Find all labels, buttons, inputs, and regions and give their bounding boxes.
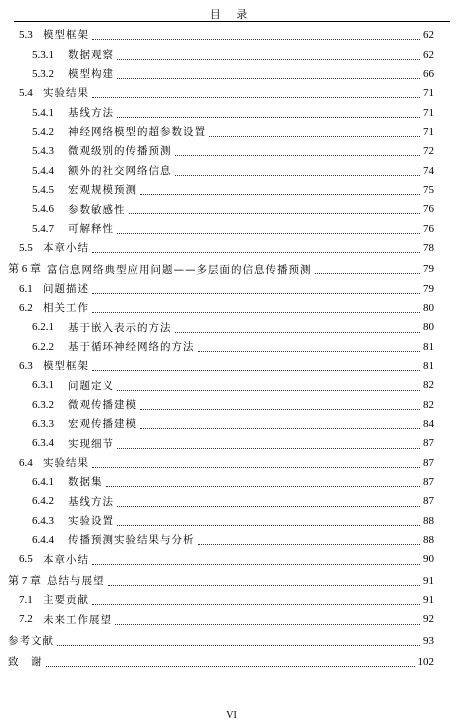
toc-section-entry[interactable] xyxy=(0,279,463,298)
toc-entry-number: 5.3 xyxy=(19,29,33,42)
toc-entry-title: 实现细节 xyxy=(68,437,114,450)
toc-subsection-entry[interactable] xyxy=(0,318,463,337)
toc-dot-leader xyxy=(140,408,420,410)
toc-entry-page-number: 87 xyxy=(423,476,434,489)
toc-entry-number: 6.3.2 xyxy=(32,398,54,411)
toc-dot-leader xyxy=(108,584,421,586)
toc-section-entry[interactable] xyxy=(0,591,463,610)
toc-entry-title: 实验设置 xyxy=(68,515,114,528)
toc-dot-leader xyxy=(92,563,420,565)
toc-dot-leader xyxy=(92,466,420,468)
toc-entry-title: 主要贡献 xyxy=(43,594,89,607)
toc-entry-number: 6.1 xyxy=(19,282,33,295)
toc-entry-number: 5.4.1 xyxy=(32,106,54,119)
toc-entry-page-number: 62 xyxy=(423,29,434,42)
toc-entry-number: 5.4.7 xyxy=(32,222,54,235)
toc-entry-number: 6.4.4 xyxy=(32,534,54,547)
toc-subsection-entry[interactable] xyxy=(0,181,463,200)
toc-dot-leader xyxy=(117,447,420,449)
toc-dot-leader xyxy=(92,311,420,313)
toc-dot-leader xyxy=(175,154,421,156)
toc-entry-title: 传播预测实验结果与分析 xyxy=(68,534,195,547)
toc-entry-page-number: 80 xyxy=(423,321,434,334)
toc-section-entry[interactable] xyxy=(0,299,463,318)
toc-entry-page-number: 76 xyxy=(423,222,434,235)
toc-subsection-entry[interactable] xyxy=(0,103,463,122)
toc-dot-leader xyxy=(117,116,420,118)
toc-entry-number: 6.3.4 xyxy=(32,437,54,450)
toc-subsection-entry[interactable] xyxy=(0,434,463,453)
toc-entry-page-number: 71 xyxy=(423,87,434,100)
toc-dot-leader xyxy=(117,232,420,234)
toc-entry-number: 5.4 xyxy=(19,87,33,100)
toc-entry-number: 5.5 xyxy=(19,241,33,254)
toc-entry-title: 微观传播建模 xyxy=(68,398,137,411)
toc-entry-number: 6.3 xyxy=(19,360,33,373)
toc-section-entry[interactable] xyxy=(0,26,463,45)
toc-entry-title: 本章小结 xyxy=(43,242,89,255)
toc-dot-leader xyxy=(198,350,421,352)
toc-subsection-entry[interactable] xyxy=(0,492,463,511)
toc-chapter-entry[interactable] xyxy=(0,632,463,651)
toc-entry-number: 7.2 xyxy=(19,613,33,626)
toc-dot-leader xyxy=(140,427,420,429)
toc-entry-title: 参数敏感性 xyxy=(68,203,126,216)
toc-dot-leader xyxy=(129,212,421,214)
toc-entry-page-number: 74 xyxy=(423,164,434,177)
toc-entry-number: 5.4.2 xyxy=(32,125,54,138)
toc-dot-leader xyxy=(175,174,421,176)
toc-entry-page-number: 88 xyxy=(423,514,434,527)
toc-chapter-entry[interactable] xyxy=(0,260,463,279)
toc-subsection-entry[interactable] xyxy=(0,415,463,434)
toc-section-entry[interactable] xyxy=(0,239,463,258)
toc-entry-page-number: 82 xyxy=(423,398,434,411)
toc-entry-page-number: 87 xyxy=(423,456,434,469)
toc-subsection-entry[interactable] xyxy=(0,123,463,142)
toc-dot-leader xyxy=(57,644,420,646)
toc-dot-leader xyxy=(315,272,421,274)
toc-entry-number: 6.4.1 xyxy=(32,476,54,489)
toc-entry-page-number: 88 xyxy=(423,534,434,547)
toc-dot-leader xyxy=(117,389,420,391)
toc-dot-leader xyxy=(92,603,420,605)
toc-entry-page-number: 92 xyxy=(423,613,434,626)
toc-entry-number: 5.4.3 xyxy=(32,145,54,158)
toc-subsection-entry[interactable] xyxy=(0,200,463,219)
toc-entry-title: 未来工作展望 xyxy=(43,613,112,626)
page-header-title: 目 录 xyxy=(209,8,254,21)
toc-subsection-entry[interactable] xyxy=(0,65,463,84)
toc-entry-number: 6.2 xyxy=(19,301,33,314)
toc-entry-number: 5.3.1 xyxy=(32,48,54,61)
toc-dot-leader xyxy=(117,77,420,79)
toc-entry-title: 基线方法 xyxy=(68,495,114,508)
toc-entry-page-number: 76 xyxy=(423,203,434,216)
toc-entry-page-number: 81 xyxy=(423,360,434,373)
toc-dot-leader xyxy=(209,135,420,137)
toc-entry-number: 7.1 xyxy=(19,594,33,607)
toc-entry-title: 可解释性 xyxy=(68,222,114,235)
toc-entry-title: 实验结果 xyxy=(43,456,89,469)
toc-entry-number: 5.3.2 xyxy=(32,67,54,80)
toc-entry-page-number: 87 xyxy=(423,437,434,450)
toc-entry-page-number: 102 xyxy=(417,656,434,669)
toc-entry-page-number: 80 xyxy=(423,301,434,314)
toc-entry-title: 模型框架 xyxy=(43,29,89,42)
toc-entry-title: 微观级别的传播预测 xyxy=(68,145,172,158)
toc-entry-page-number: 71 xyxy=(423,125,434,138)
toc-entry-title: 参考文献 xyxy=(8,635,54,648)
toc-dot-leader xyxy=(92,369,420,371)
toc-entry-page-number: 87 xyxy=(423,495,434,508)
toc-entry-title: 神经网络模型的超参数设置 xyxy=(68,126,206,139)
toc-entry-title: 问题定义 xyxy=(68,379,114,392)
toc-dot-leader xyxy=(46,665,415,667)
toc-entry-title: 总结与展望 xyxy=(47,575,105,588)
toc-entry-title: 问题描述 xyxy=(43,282,89,295)
toc-dot-leader xyxy=(92,292,420,294)
toc-entry-number: 第 6 章 xyxy=(8,263,41,276)
toc-entry-page-number: 84 xyxy=(423,418,434,431)
toc-entry-number: 5.4.5 xyxy=(32,183,54,196)
toc-entry-page-number: 62 xyxy=(423,48,434,61)
toc-entry-number: 6.5 xyxy=(19,553,33,566)
toc-entry-title: 宏观规模预测 xyxy=(68,184,137,197)
toc-entry-title: 致 谢 xyxy=(8,656,43,669)
toc-entry-number: 6.2.1 xyxy=(32,321,54,334)
toc-entry-page-number: 91 xyxy=(423,594,434,607)
toc-entry-title: 模型框架 xyxy=(43,360,89,373)
toc-subsection-entry[interactable] xyxy=(0,376,463,395)
toc-chapter-entry[interactable] xyxy=(0,572,463,591)
toc-entry-page-number: 75 xyxy=(423,183,434,196)
toc-entry-number: 6.3.1 xyxy=(32,379,54,392)
toc-dot-leader xyxy=(175,331,421,333)
toc-entry-number: 6.3.3 xyxy=(32,418,54,431)
toc-entry-title: 基于循环神经网络的方法 xyxy=(68,340,195,353)
toc-entry-page-number: 93 xyxy=(423,634,434,647)
header-rule xyxy=(14,21,450,22)
toc-dot-leader xyxy=(117,524,420,526)
toc-entry-title: 富信息网络典型应用问题——多层面的信息传播预测 xyxy=(47,263,312,276)
toc-entry-title: 数据观察 xyxy=(68,48,114,61)
toc-section-entry[interactable] xyxy=(0,84,463,103)
toc-entry-title: 相关工作 xyxy=(43,302,89,315)
toc-dot-leader xyxy=(117,58,420,60)
toc-section-entry[interactable] xyxy=(0,454,463,473)
toc-entry-page-number: 90 xyxy=(423,553,434,566)
table-of-contents xyxy=(0,26,463,672)
toc-entry-page-number: 81 xyxy=(423,340,434,353)
toc-entry-page-number: 79 xyxy=(423,263,434,276)
toc-entry-title: 本章小结 xyxy=(43,553,89,566)
toc-entry-title: 额外的社交网络信息 xyxy=(68,164,172,177)
toc-entry-page-number: 66 xyxy=(423,67,434,80)
toc-subsection-entry[interactable] xyxy=(0,473,463,492)
toc-section-entry[interactable] xyxy=(0,550,463,569)
toc-dot-leader xyxy=(117,505,420,507)
toc-dot-leader xyxy=(106,485,421,487)
toc-dot-leader xyxy=(92,96,420,98)
toc-subsection-entry[interactable] xyxy=(0,531,463,550)
toc-dot-leader xyxy=(198,543,421,545)
toc-entry-number: 第 7 章 xyxy=(8,574,41,587)
toc-section-entry[interactable] xyxy=(0,610,463,629)
toc-subsection-entry[interactable] xyxy=(0,161,463,180)
toc-entry-page-number: 71 xyxy=(423,106,434,119)
toc-entry-number: 6.4 xyxy=(19,456,33,469)
toc-entry-title: 模型构建 xyxy=(68,68,114,81)
toc-chapter-entry[interactable] xyxy=(0,653,463,672)
toc-entry-page-number: 91 xyxy=(423,574,434,587)
toc-dot-leader xyxy=(92,251,420,253)
toc-dot-leader xyxy=(140,193,420,195)
toc-section-entry[interactable] xyxy=(0,357,463,376)
toc-entry-number: 6.4.2 xyxy=(32,495,54,508)
toc-subsection-entry[interactable] xyxy=(0,219,463,238)
toc-entry-page-number: 79 xyxy=(423,282,434,295)
toc-subsection-entry[interactable] xyxy=(0,396,463,415)
toc-subsection-entry[interactable] xyxy=(0,45,463,64)
toc-entry-title: 实验结果 xyxy=(43,87,89,100)
toc-entry-page-number: 82 xyxy=(423,379,434,392)
toc-dot-leader xyxy=(115,623,420,625)
toc-entry-title: 宏观传播建模 xyxy=(68,418,137,431)
toc-subsection-entry[interactable] xyxy=(0,338,463,357)
toc-dot-leader xyxy=(92,38,420,40)
toc-entry-page-number: 78 xyxy=(423,241,434,254)
toc-entry-number: 5.4.4 xyxy=(32,164,54,177)
toc-entry-number: 5.4.6 xyxy=(32,203,54,216)
toc-subsection-entry[interactable] xyxy=(0,512,463,531)
toc-entry-page-number: 72 xyxy=(423,145,434,158)
toc-entry-title: 数据集 xyxy=(68,476,103,489)
toc-entry-number: 6.4.3 xyxy=(32,514,54,527)
toc-entry-title: 基线方法 xyxy=(68,106,114,119)
toc-subsection-entry[interactable] xyxy=(0,142,463,161)
toc-entry-number: 6.2.2 xyxy=(32,340,54,353)
page-number: VI xyxy=(226,710,237,721)
toc-entry-title: 基于嵌入表示的方法 xyxy=(68,321,172,334)
